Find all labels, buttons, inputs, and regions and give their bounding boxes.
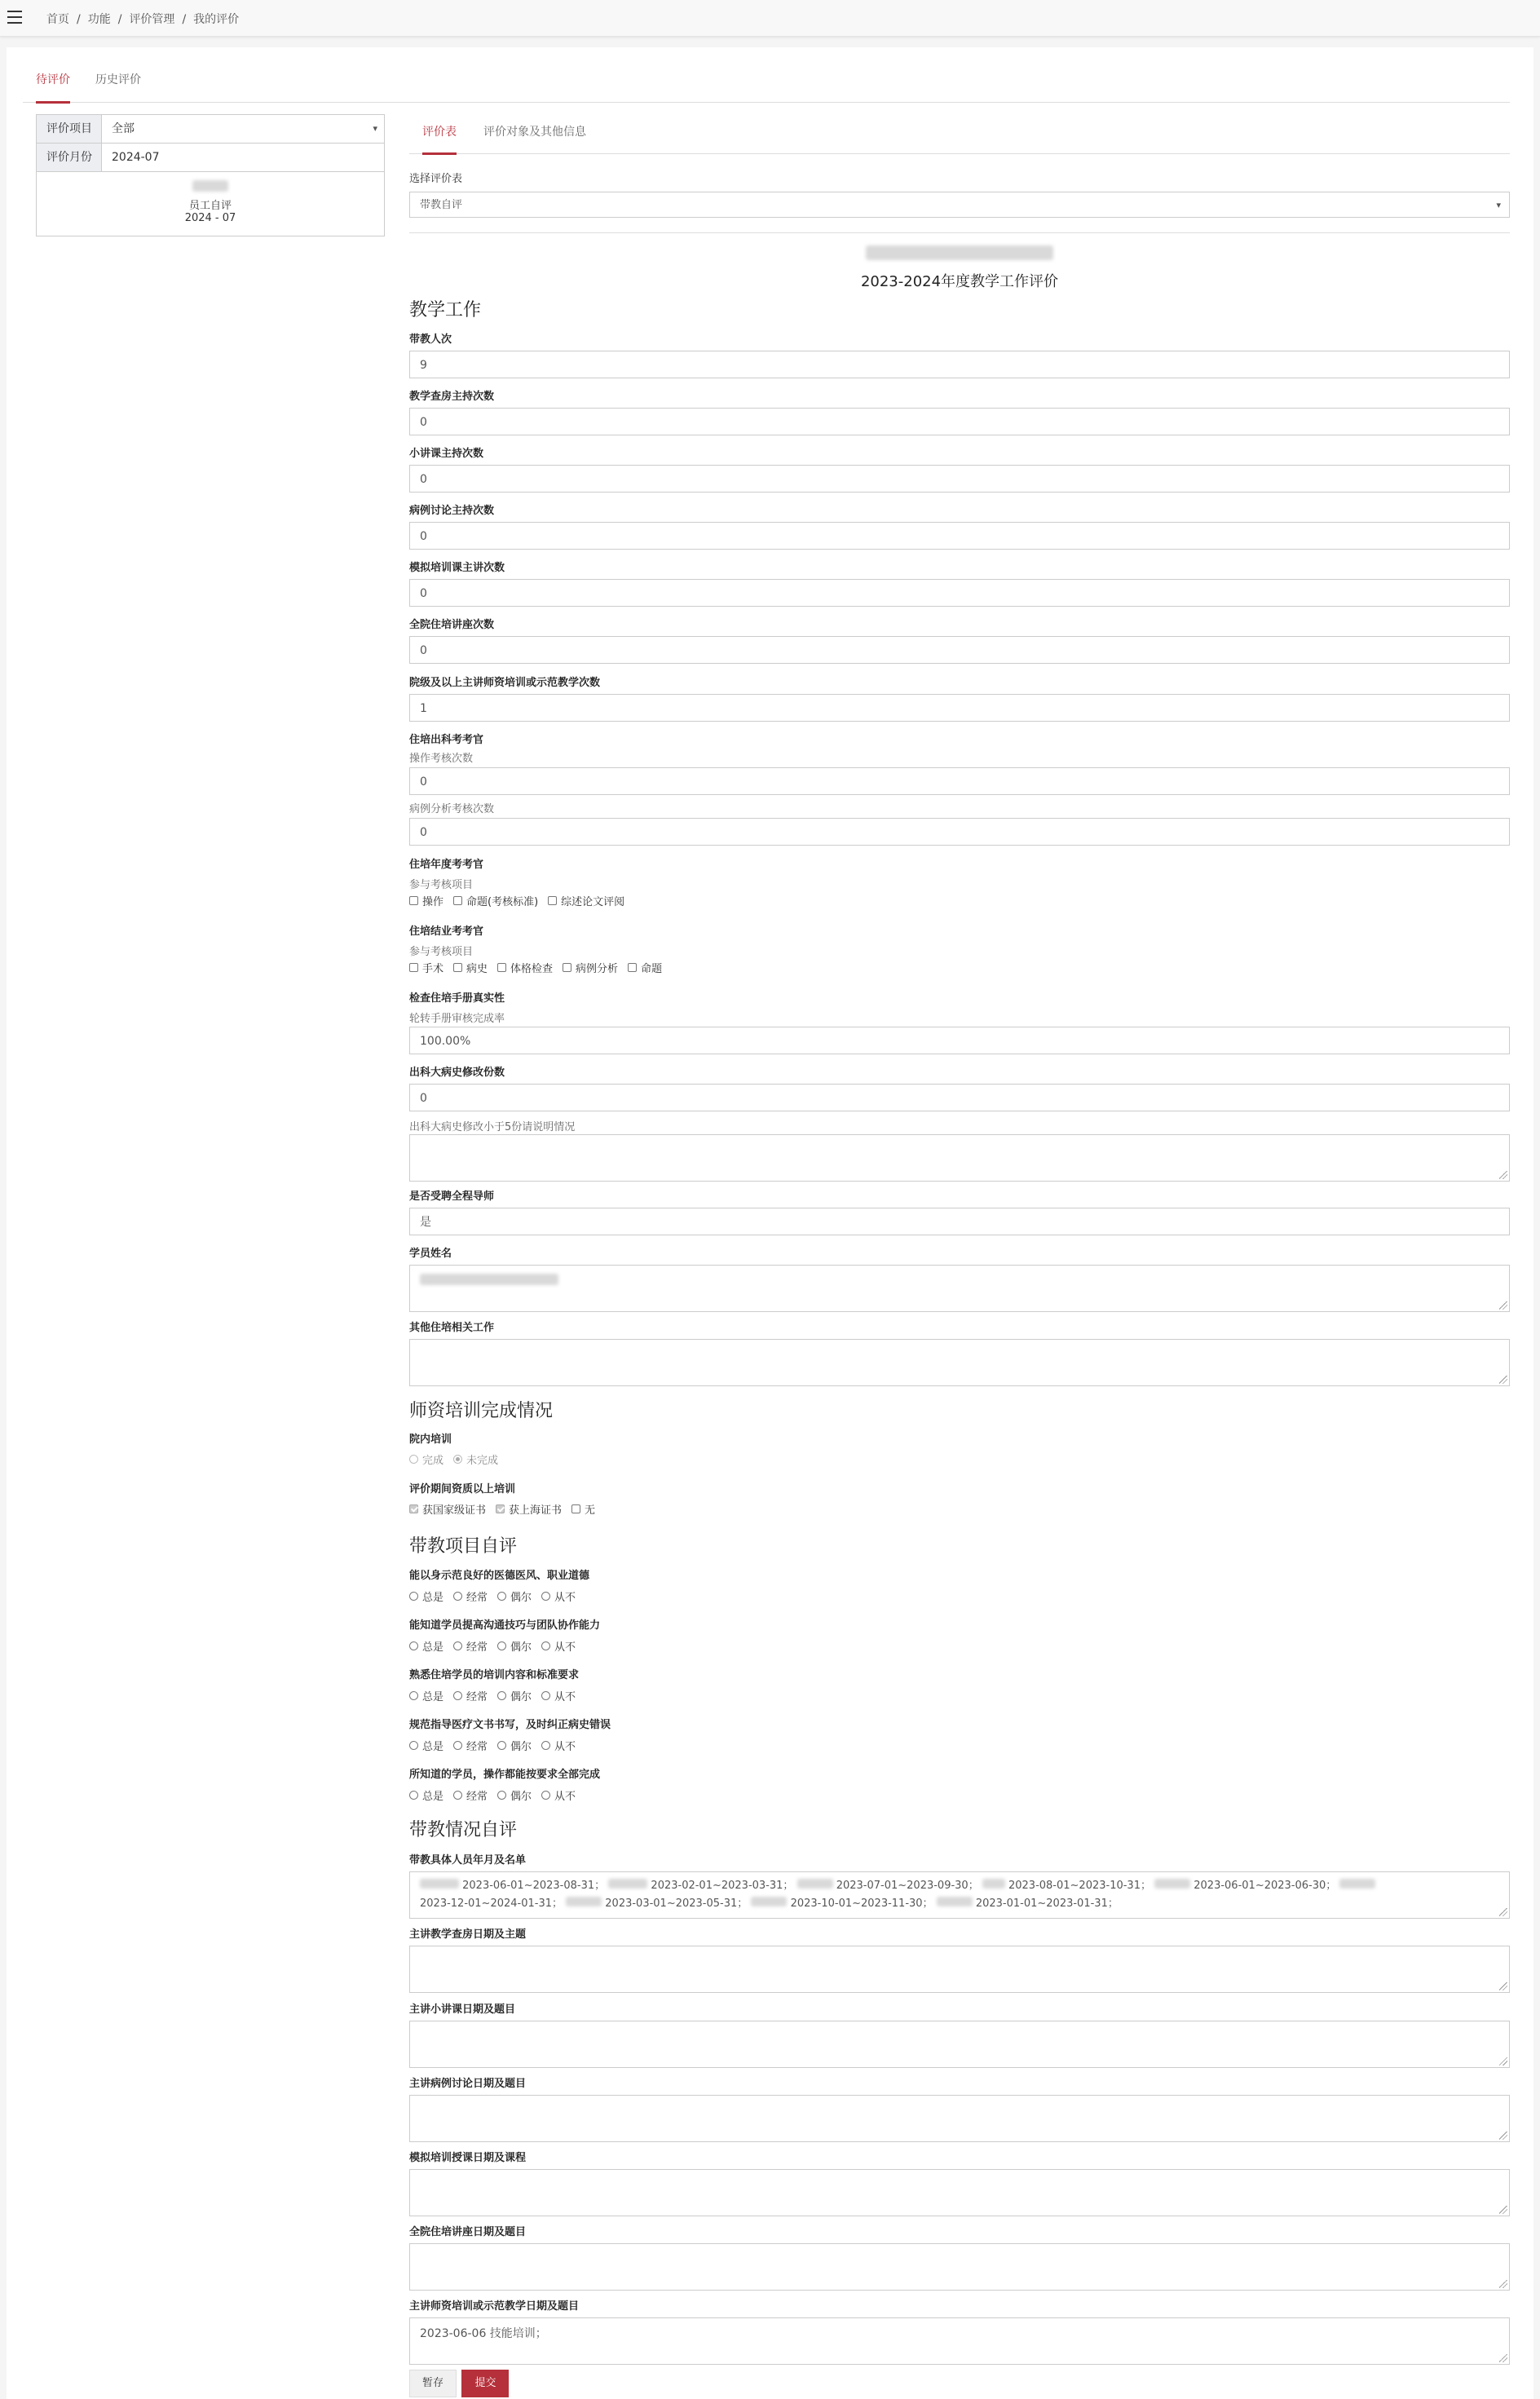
handbook-review-rate-input[interactable]: 100.00%	[409, 1027, 1510, 1054]
project-label: 评价项目	[37, 115, 102, 143]
resize-handle-icon[interactable]	[1499, 1908, 1507, 1916]
resize-handle-icon[interactable]	[1499, 2280, 1507, 2288]
field-sublabel: 参与考核项目	[409, 879, 474, 891]
radio-icon	[453, 1455, 462, 1464]
checkbox-icon	[571, 1504, 580, 1513]
radio-icon	[541, 1691, 550, 1700]
question-4-options	[409, 1738, 585, 1753]
radio-never[interactable]: 从不	[541, 1688, 576, 1703]
radio-never[interactable]: 从不	[541, 1638, 576, 1654]
mentor-input[interactable]: 是	[409, 1208, 1510, 1235]
resize-handle-icon[interactable]	[1499, 2354, 1507, 2362]
blurred-student-names	[420, 1274, 558, 1285]
month-label: 评价月份	[37, 144, 102, 171]
radio-never[interactable]: 从不	[541, 1787, 576, 1803]
field-label: 评价期间资质以上培训	[409, 1483, 516, 1496]
field-label: 院内培训	[409, 1434, 452, 1446]
divider	[409, 232, 1510, 233]
checkbox-review-paper[interactable]: 综述论文评阅	[548, 893, 624, 908]
field-sublabel: 轮转手册审核完成率	[409, 1013, 505, 1025]
field-label: 全院住培讲座日期及题目	[409, 2226, 527, 2238]
top-navbar	[0, 0, 1540, 37]
blurred-name	[192, 180, 228, 192]
checkbox-physical-exam[interactable]: 体格检查	[497, 960, 553, 975]
form-title: 2023-2024年度教学工作评价	[860, 273, 1059, 290]
radio-icon	[541, 1592, 550, 1601]
field-label: 学员姓名	[409, 1248, 452, 1260]
radio-icon	[497, 1791, 506, 1800]
completion-exam-options	[409, 960, 672, 975]
radio-occasionally[interactable]: 偶尔	[497, 1787, 532, 1803]
field-label: 全院住培讲座次数	[409, 619, 495, 631]
section-faculty-training: 师资培训完成情况	[409, 1401, 554, 1421]
question-label: 能知道学员提高沟通技巧与团队协作能力	[409, 1619, 601, 1632]
field-sublabel: 病例分析考核次数	[409, 803, 495, 815]
field-label: 院级及以上主讲师资培训或示范教学次数	[409, 677, 601, 689]
rounds-topics-textarea[interactable]	[409, 1946, 1510, 1993]
checkbox-icon	[628, 963, 637, 972]
radio-icon	[497, 1641, 506, 1650]
checkbox-operation[interactable]: 操作	[409, 893, 443, 908]
rounds-count-input[interactable]: 0	[409, 408, 1510, 435]
field-sublabel: 操作考核次数	[409, 753, 474, 765]
field-label: 出科大病史修改份数	[409, 1067, 505, 1079]
qualification-training-options	[409, 1501, 605, 1517]
lecture-topics-textarea[interactable]	[409, 2021, 1510, 2068]
checkbox-surgery[interactable]: 手术	[409, 960, 443, 975]
card-month: 2024 - 07	[184, 212, 236, 224]
question-1-options	[409, 1588, 585, 1604]
radio-complete[interactable]: 完成	[409, 1451, 443, 1467]
field-label: 主讲师资培训或示范教学日期及题目	[409, 2300, 580, 2313]
question-3-options	[409, 1688, 585, 1703]
radio-icon	[541, 1741, 550, 1750]
resize-handle-icon[interactable]	[1499, 2057, 1507, 2065]
radio-icon	[453, 1592, 462, 1601]
field-label: 住培出科考考官	[409, 734, 484, 746]
breadcrumb-functions[interactable]: 功能	[87, 13, 111, 26]
radio-occasionally[interactable]: 偶尔	[497, 1738, 532, 1753]
month-input[interactable]: 2024-07	[112, 151, 160, 164]
radio-always[interactable]: 总是	[409, 1588, 443, 1604]
radio-never[interactable]: 从不	[541, 1738, 576, 1753]
card-type: 员工自评	[188, 200, 232, 212]
field-label: 模拟培训授课日期及课程	[409, 2152, 527, 2164]
simulation-courses-textarea[interactable]	[409, 2169, 1510, 2216]
radio-icon	[453, 1641, 462, 1650]
checkbox-icon	[497, 963, 506, 972]
radio-occasionally[interactable]: 偶尔	[497, 1688, 532, 1703]
evaluation-card[interactable]	[36, 172, 385, 236]
case-analysis-exam-count-input[interactable]: 0	[409, 818, 1510, 846]
radio-always[interactable]: 总是	[409, 1638, 443, 1654]
resize-handle-icon[interactable]	[1499, 1982, 1507, 1990]
field-label: 病例讨论主持次数	[409, 505, 495, 517]
resize-handle-icon[interactable]	[1499, 1301, 1507, 1310]
field-label: 住培结业考考官	[409, 926, 484, 938]
form-tabs	[409, 119, 1510, 154]
faculty-training-count-input[interactable]: 1	[409, 694, 1510, 722]
radio-icon	[497, 1691, 506, 1700]
checkbox-national-cert[interactable]: 获国家级证书	[409, 1501, 486, 1517]
breadcrumb-evaluation-management[interactable]: 评价管理	[129, 13, 175, 26]
radio-always[interactable]: 总是	[409, 1787, 443, 1803]
submit-button[interactable]: 提交	[461, 2370, 509, 2397]
checkbox-icon	[453, 963, 462, 972]
radio-icon	[453, 1741, 462, 1750]
section-situation-self-evaluation: 带教情况自评	[409, 1820, 518, 1840]
radio-icon	[409, 1592, 418, 1601]
question-2-options	[409, 1638, 585, 1654]
breadcrumb: 首页 / 功能 / 评价管理 / 我的评价	[46, 13, 240, 26]
form-select-value: 带教自评	[420, 199, 463, 211]
lecture-count-input[interactable]: 0	[409, 465, 1510, 493]
question-label: 所知道的学员，操作都能按要求全部完成	[409, 1769, 601, 1781]
field-label: 教学查房主持次数	[409, 391, 495, 403]
checkbox-history[interactable]: 病史	[453, 960, 488, 975]
radio-icon	[497, 1741, 506, 1750]
radio-always[interactable]: 总是	[409, 1738, 443, 1753]
revision-explanation-textarea[interactable]	[409, 1134, 1510, 1182]
chevron-down-icon: ▾	[373, 123, 377, 134]
faculty-training-topics-textarea[interactable]: 2023-06-06 技能培训；	[409, 2317, 1510, 2365]
section-teaching-work: 教学工作	[409, 300, 482, 320]
radio-always[interactable]: 总是	[409, 1688, 443, 1703]
question-label: 熟悉住培学员的培训内容和标准要求	[409, 1669, 580, 1681]
case-discussion-count-input[interactable]: 0	[409, 522, 1510, 550]
field-label: 模拟培训课主讲次数	[409, 562, 505, 574]
checkbox-icon	[496, 1504, 505, 1513]
checkbox-none[interactable]: 无	[571, 1501, 595, 1517]
radio-often[interactable]: 经常	[453, 1588, 488, 1604]
radio-icon	[409, 1641, 418, 1650]
records-line-1: 2023-06-01~2023-08-31； 2023-02-01~2023-03-31； 2023-07-01~2023-09-30； 2023-08-01~2023-10-31； 2023-06-01~2023-06-30；	[420, 1877, 1499, 1895]
teaching-count-input[interactable]: 9	[409, 351, 1510, 378]
chevron-down-icon: ▾	[1496, 200, 1501, 210]
resize-handle-icon[interactable]	[1499, 2132, 1507, 2140]
main-tabs	[23, 69, 1510, 103]
checkbox-icon	[409, 1504, 418, 1513]
radio-often[interactable]: 经常	[453, 1787, 488, 1803]
checkbox-proposition-2[interactable]: 命题	[628, 960, 662, 975]
radio-icon	[541, 1791, 550, 1800]
case-discussion-topics-textarea[interactable]	[409, 2095, 1510, 2142]
menu-icon[interactable]	[7, 11, 22, 24]
internal-training-options	[409, 1451, 508, 1467]
checkbox-proposition[interactable]: 命题(考核标准)	[453, 893, 538, 908]
field-label: 主讲小讲课日期及题目	[409, 2004, 516, 2016]
checkbox-icon	[409, 963, 418, 972]
operation-exam-count-input[interactable]: 0	[409, 767, 1510, 795]
field-label: 主讲教学查房日期及主题	[409, 1928, 527, 1941]
radio-icon	[541, 1641, 550, 1650]
project-select-value: 全部	[112, 122, 135, 135]
field-label: 其他住培相关工作	[409, 1322, 495, 1334]
breadcrumb-my-evaluation: 我的评价	[193, 13, 240, 26]
radio-often[interactable]: 经常	[453, 1638, 488, 1654]
records-line-2: 2023-12-01~2024-01-31； 2023-03-01~2023-05-31； 2023-10-01~2023-11-30； 2023-01-01~2023-01-31；	[420, 1898, 1119, 1910]
radio-often[interactable]: 经常	[453, 1688, 488, 1703]
radio-icon	[409, 1455, 418, 1464]
project-select[interactable]	[102, 115, 384, 143]
tab-history[interactable]: 历史评价	[95, 73, 141, 86]
student-names-textarea[interactable]	[409, 1265, 1510, 1312]
field-label: 小讲课主持次数	[409, 448, 484, 460]
blurred-hospital-name	[866, 245, 1053, 260]
field-sublabel: 出科大病史修改小于5份请说明情况	[409, 1121, 576, 1133]
radio-occasionally[interactable]: 偶尔	[497, 1588, 532, 1604]
select-form-label: 选择评价表	[409, 173, 463, 185]
radio-never[interactable]: 从不	[541, 1588, 576, 1604]
radio-icon	[453, 1691, 462, 1700]
radio-often[interactable]: 经常	[453, 1738, 488, 1753]
simulation-count-input[interactable]: 0	[409, 579, 1510, 607]
annual-exam-options	[409, 893, 634, 908]
checkbox-icon	[563, 963, 571, 972]
other-work-textarea[interactable]	[409, 1339, 1510, 1386]
teaching-records-textarea[interactable]	[409, 1871, 1510, 1919]
radio-icon	[409, 1741, 418, 1750]
field-label: 带教人次	[409, 334, 452, 346]
field-label: 住培年度考考官	[409, 859, 484, 871]
tab-pending[interactable]: 待评价	[36, 69, 70, 104]
radio-icon	[497, 1592, 506, 1601]
radio-icon	[453, 1791, 462, 1800]
field-label: 检查住培手册真实性	[409, 992, 505, 1005]
radio-incomplete[interactable]: 未完成	[453, 1451, 498, 1467]
question-label: 能以身示范良好的医德医风、职业道德	[409, 1570, 590, 1582]
field-label: 主讲病例讨论日期及题目	[409, 2078, 527, 2090]
filter-panel	[36, 114, 385, 236]
resize-handle-icon[interactable]	[1499, 1171, 1507, 1179]
breadcrumb-home[interactable]: 首页	[46, 13, 69, 26]
seminar-topics-textarea[interactable]	[409, 2243, 1510, 2291]
save-draft-button[interactable]: 暂存	[409, 2370, 457, 2397]
tab-evaluation-form[interactable]: 评价表	[422, 119, 457, 155]
checkbox-icon	[548, 896, 557, 905]
checkbox-icon	[409, 896, 418, 905]
radio-icon	[409, 1791, 418, 1800]
field-label: 带教具体人员年月及名单	[409, 1854, 527, 1867]
question-label: 规范指导医疗文书书写，及时纠正病史错误	[409, 1719, 611, 1731]
tab-evaluation-target[interactable]: 评价对象及其他信息	[483, 126, 586, 139]
resize-handle-icon[interactable]	[1499, 2206, 1507, 2214]
resize-handle-icon[interactable]	[1499, 1376, 1507, 1384]
form-select[interactable]	[409, 192, 1510, 218]
field-sublabel: 参与考核项目	[409, 946, 474, 958]
history-revision-count-input[interactable]: 0	[409, 1084, 1510, 1111]
checkbox-case-analysis[interactable]: 病例分析	[563, 960, 618, 975]
seminar-count-input[interactable]: 0	[409, 636, 1510, 664]
checkbox-shanghai-cert[interactable]: 获上海证书	[496, 1501, 562, 1517]
section-project-self-evaluation: 带教项目自评	[409, 1536, 518, 1557]
radio-icon	[409, 1691, 418, 1700]
radio-occasionally[interactable]: 偶尔	[497, 1638, 532, 1654]
question-5-options	[409, 1787, 585, 1803]
checkbox-icon	[453, 896, 462, 905]
field-label: 是否受聘全程导师	[409, 1191, 495, 1203]
